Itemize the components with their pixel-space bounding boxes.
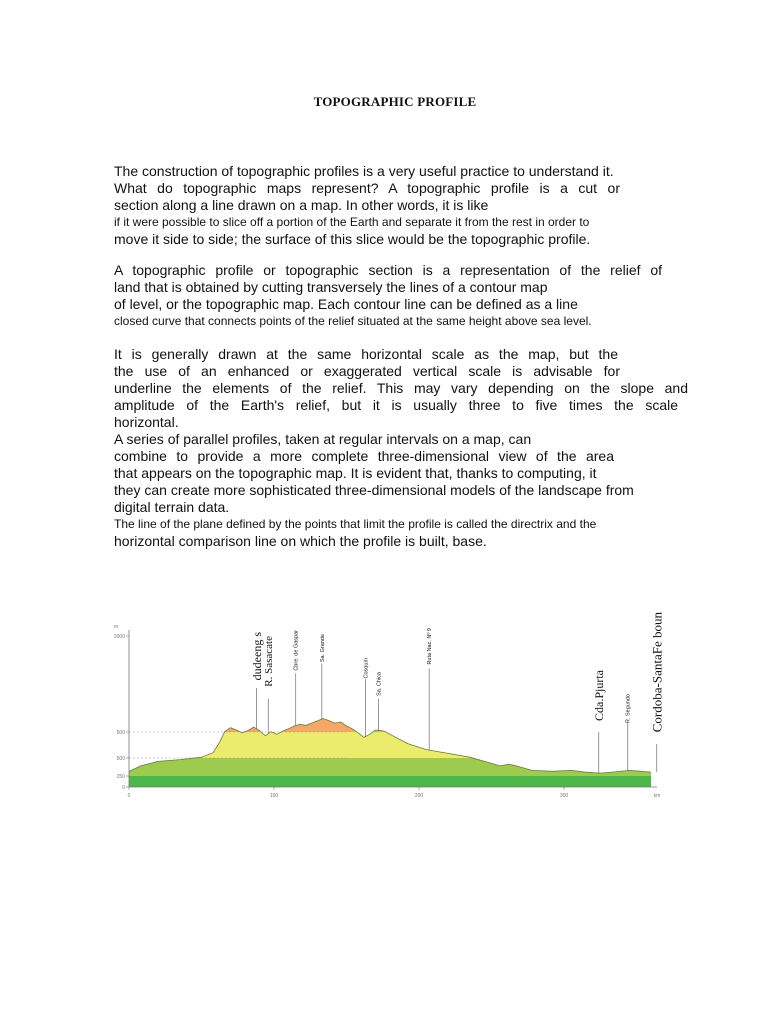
y-unit-label: m — [114, 624, 119, 630]
text-line: section along a line drawn on a map. In other words, it is like — [114, 197, 489, 213]
text-line: move it side to side; the surface of this slice would be the topographic profile. — [114, 231, 591, 247]
text-line: land that is obtained by cutting transversely the lines of a contour map — [114, 279, 548, 295]
text-line: if it were possible to slice off a portion of the Earth and separate it from the rest in order to — [114, 215, 590, 229]
x-unit-label: km — [653, 793, 661, 799]
place-label: dudeeng s — [249, 632, 264, 681]
y-tick-label: 500 — [116, 730, 125, 736]
place-label: Cbre. de Gaspar — [293, 630, 300, 671]
elevation-band — [129, 758, 651, 776]
y-tick-label: 0 — [122, 785, 125, 791]
place-label: Ruta Nac. Nº 9 — [427, 628, 434, 665]
x-tick-label: 200 — [414, 793, 424, 799]
x-tick-label: 100 — [269, 793, 279, 799]
text-line: horizontal comparison line on which the profile is built, base. — [114, 533, 487, 549]
paragraph-definition — [114, 262, 688, 330]
elevation-band — [129, 776, 651, 787]
text-line: What do topographic maps represent? A topographic profile is a cut or — [114, 180, 620, 196]
y-tick-label: 500 — [116, 756, 125, 762]
text-line: of level, or the topographic map. Each contour line can be defined as a line — [114, 296, 578, 312]
x-tick-label: 0 — [127, 793, 131, 799]
place-label: Cda.Pjurta — [592, 670, 606, 721]
x-tick-label: 300 — [559, 793, 569, 799]
text-line: horizontal. — [114, 414, 179, 430]
topographic-profile-figure — [112, 608, 672, 804]
text-line: digital terrain data. — [114, 499, 230, 515]
document-title: TOPOGRAPHIC PROFILE — [313, 94, 477, 109]
text-line: A topographic profile or topographic section is a representation of the relief of — [114, 262, 662, 278]
text-line: closed curve that connects points of the relief situated at the same height above sea level. — [114, 314, 592, 328]
paragraph-construction — [114, 163, 688, 248]
text-line: The line of the plane defined by the points that limit the profile is called the directrix and the — [114, 517, 597, 531]
y-tick-label: 250 — [116, 774, 125, 780]
place-label: Sa. Chica — [376, 672, 383, 696]
place-label: R. Segundo — [625, 694, 632, 724]
paragraph-scale — [114, 346, 688, 550]
text-line: It is generally drawn at the same horizontal scale as the map, but the — [114, 346, 618, 362]
place-label: Cosquín — [363, 658, 370, 679]
place-label: R. Sasacate — [263, 636, 276, 687]
text-line: that appears on the topographic map. It is evident that, thanks to computing, it — [114, 465, 597, 481]
text-line: the use of an enhanced or exaggerated vertical scale is advisable for — [114, 363, 620, 379]
elevation-band — [129, 732, 651, 758]
text-line: amplitude of the Earth's relief, but it is usually three to five times the scale — [114, 397, 678, 413]
text-line: they can create more sophisticated three-dimensional models of the landscape from — [114, 482, 634, 498]
y-tick-label: 2000 — [113, 634, 125, 640]
place-label: Sa. Grande — [319, 634, 326, 663]
text-line: A series of parallel profiles, taken at regular intervals on a map, can — [114, 431, 532, 447]
text-line: The construction of topographic profiles is a very useful practice to understand it. — [114, 163, 614, 179]
place-label: Cordoba-SantaFe boun — [649, 612, 665, 733]
elevation-band — [129, 636, 651, 732]
text-line: combine to provide a more complete three-dimensional view of the area — [114, 448, 614, 464]
text-line: underline the elements of the relief. This may vary depending on the slope and — [114, 380, 688, 396]
